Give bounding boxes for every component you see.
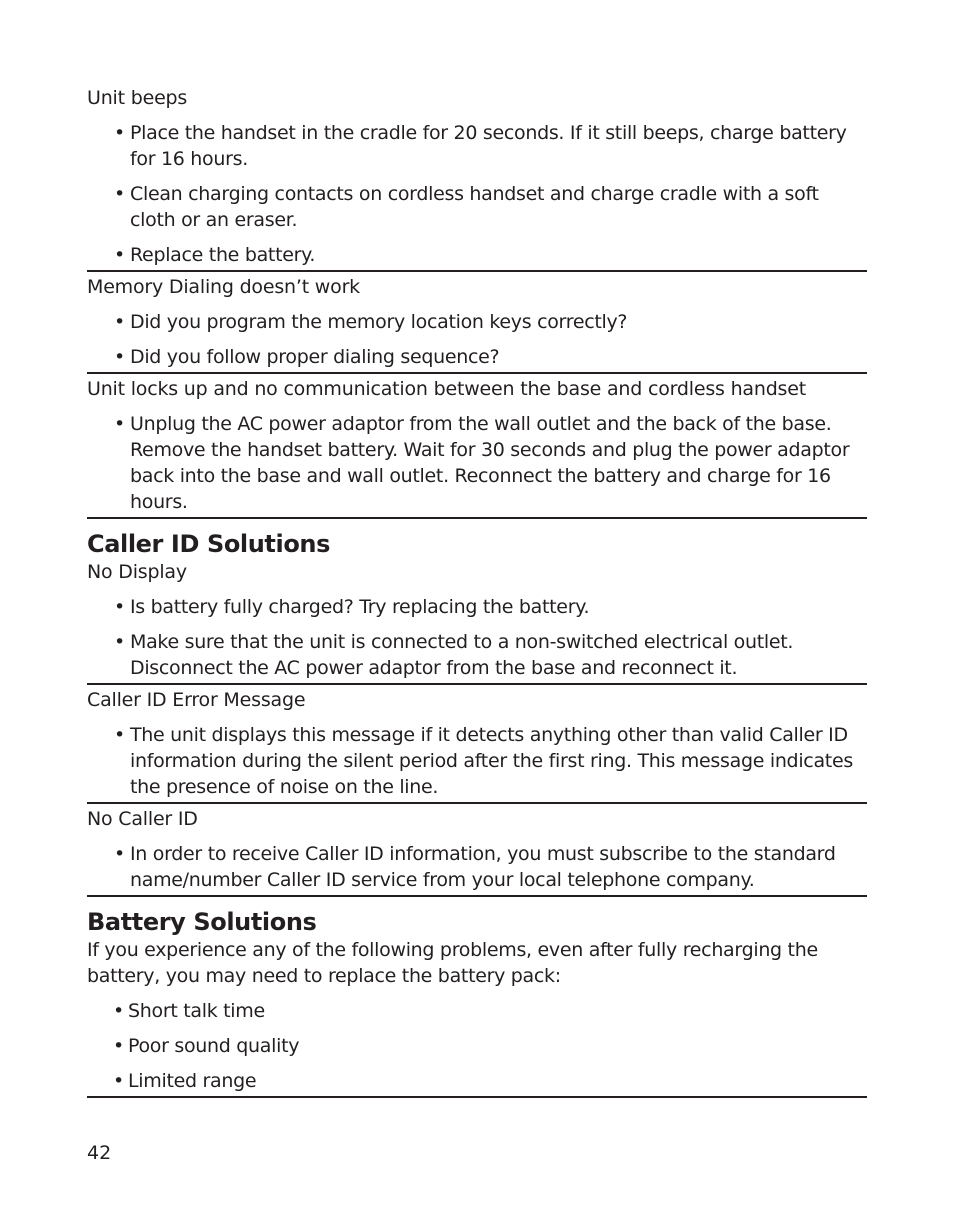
caller-id-no-display [87, 559, 867, 685]
list-item: • In order to receive Caller ID information, you must subscribe to the standard name/number Caller ID service from your local telephone company. [87, 841, 867, 893]
section-title-battery: Battery Solutions [87, 908, 317, 936]
troubleshoot-unit-locks-up [87, 374, 867, 519]
list-item: • Replace the battery. [87, 242, 867, 268]
page-number: 42 [87, 1142, 112, 1164]
caller-id-no-caller-id [87, 804, 867, 897]
list-item: • Poor sound quality [87, 1033, 867, 1059]
list-item: • Clean charging contacts on cordless handset and charge cradle with a soft cloth or an eraser. [87, 181, 867, 233]
bullet-list [87, 722, 867, 800]
troubleshoot-memory-dialing [87, 272, 867, 374]
battery-solutions [87, 937, 867, 1098]
topic-heading: No Caller ID [87, 808, 198, 830]
bullet-list [87, 120, 867, 268]
bullet-list [87, 411, 867, 515]
troubleshoot-unit-beeps [87, 83, 867, 272]
manual-page [87, 83, 867, 1098]
topic-heading: Caller ID Error Message [87, 689, 306, 711]
caller-id-error-message [87, 685, 867, 804]
bullet-list [87, 998, 867, 1094]
section-title-caller-id: Caller ID Solutions [87, 530, 330, 558]
topic-heading: No Display [87, 561, 187, 583]
topic-heading: Unit locks up and no communication between the base and cordless handset [87, 378, 806, 400]
bullet-list [87, 309, 867, 370]
list-item: • Make sure that the unit is connected to a non-switched electrical outlet. Disconnect the AC power adaptor from the base and reconnect it. [87, 629, 867, 681]
list-item: • Place the handset in the cradle for 20 seconds. If it still beeps, charge battery for 16 hours. [87, 120, 867, 172]
list-item: • Did you program the memory location keys correctly? [87, 309, 867, 335]
topic-heading: Memory Dialing doesn’t work [87, 276, 360, 298]
list-item: • Is battery fully charged? Try replacing the battery. [87, 594, 867, 620]
battery-intro: If you experience any of the following problems, even after fully recharging the battery, you may need to replace the battery pack: [87, 939, 818, 987]
list-item: • Unplug the AC power adaptor from the wall outlet and the back of the base. Remove the handset battery. Wait for 30 seconds and plug the power adaptor back into the base and wall outlet. Reconnect the battery and charge for 16 hours. [87, 411, 867, 515]
list-item: • Limited range [87, 1068, 867, 1094]
topic-heading: Unit beeps [87, 87, 188, 109]
bullet-list [87, 841, 867, 893]
bullet-list [87, 594, 867, 681]
list-item: • The unit displays this message if it detects anything other than valid Caller ID information during the silent period after the first ring. This message indicates the presence of noise on the line. [87, 722, 867, 800]
list-item: • Short talk time [87, 998, 867, 1024]
list-item: • Did you follow proper dialing sequence? [87, 344, 867, 370]
